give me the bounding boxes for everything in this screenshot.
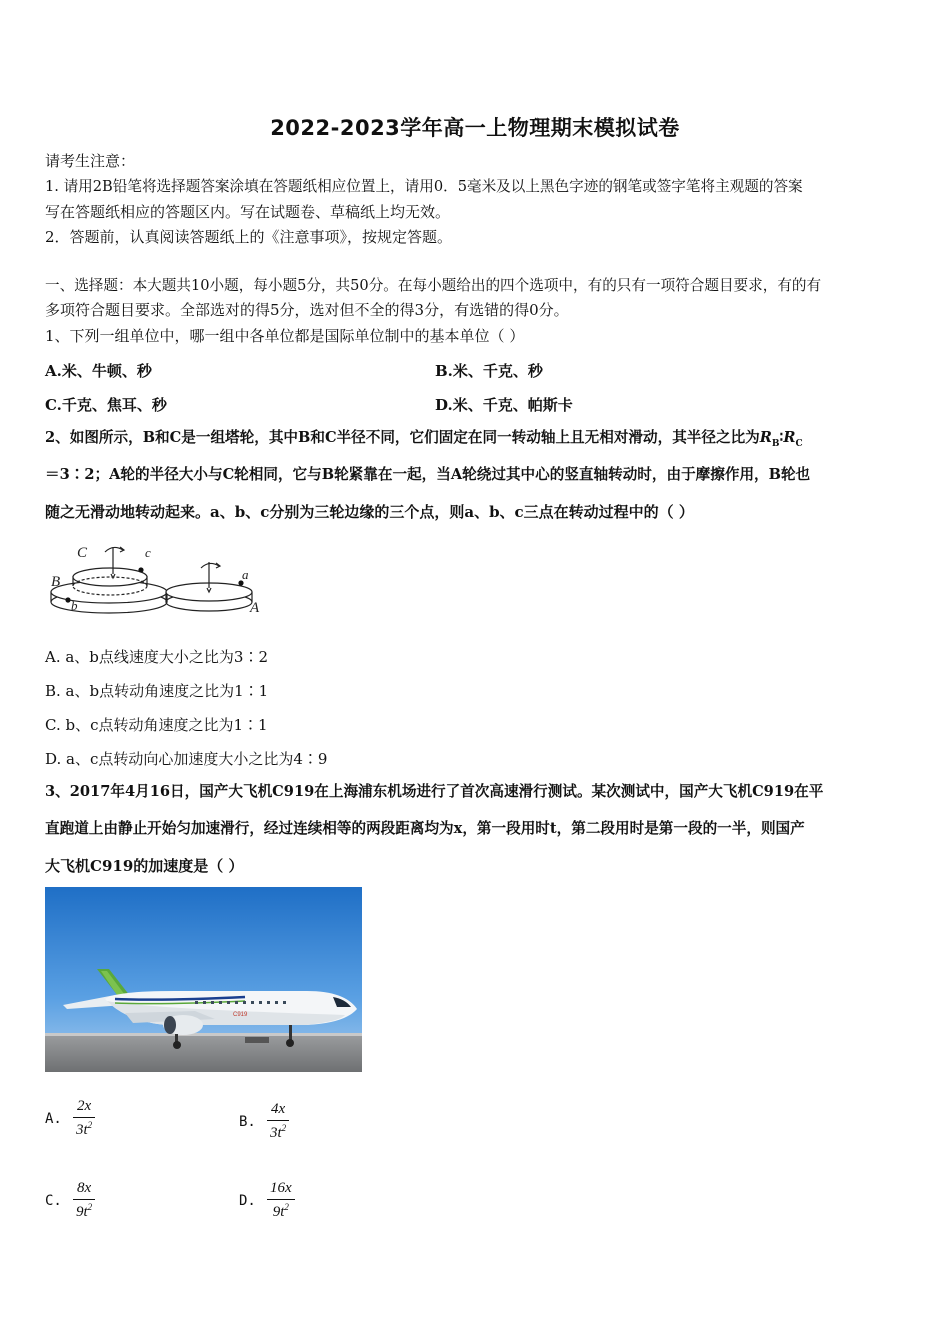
section-instruction-line-1: 一、选择题：本大题共10小题，每小题5分，共50分。在每小题给出的四个选项中，有的只有一项符合题目要求，有的有 bbox=[45, 277, 822, 294]
q3-option-b-label: B. bbox=[239, 1113, 256, 1130]
q3-option-c-denominator: $9t^2$ bbox=[75, 1202, 93, 1220]
q1-option-c[interactable]: C.千克、焦耳、秒 bbox=[45, 396, 167, 414]
label-C: C bbox=[77, 545, 88, 561]
notice-heading: 请考生注意： bbox=[45, 152, 136, 170]
ratio-rc-sub: C bbox=[795, 438, 803, 449]
q3-option-c-fraction bbox=[73, 1180, 95, 1221]
ratio-rb-sub: B bbox=[771, 438, 780, 449]
q3-stem-line-3: 大飞机C919的加速度是（ ） bbox=[45, 857, 244, 875]
q2-stem-text: 2、如图所示，B和C是一组塔轮，其中B和C半径不同，它们固定在同一转动轴上且无相对滑动，其半径之比为 bbox=[45, 429, 760, 446]
q3-option-d[interactable] bbox=[239, 1180, 295, 1221]
q3-option-a-numerator: 2x bbox=[73, 1098, 95, 1118]
notice-item-1-line-1: 1. 请用2B铅笔将选择题答案涂填在答题纸相应位置上，请用0．5毫米及以上黑色字迹的钢笔或签字笔将主观题的答案 bbox=[45, 178, 803, 195]
label-b-small: b bbox=[71, 598, 78, 613]
q3-option-c[interactable] bbox=[45, 1180, 95, 1221]
tower-wheel-figure bbox=[45, 540, 265, 620]
q3-option-d-fraction bbox=[267, 1180, 295, 1221]
q2-stem-line-3: 随之无滑动地转动起来。a、b、c分别为三轮边缘的三个点，则a、b、c三点在转动过程中的（ ） bbox=[45, 503, 694, 521]
q3-option-a-label: A. bbox=[45, 1110, 62, 1127]
q2-option-d[interactable]: D. a、c点转动向心加速度大小之比为4∶9 bbox=[45, 750, 328, 768]
q3-stem-line-1: 3、2017年4月16日，国产大飞机C919在上海浦东机场进行了首次高速滑行测试。某次测试中，国产大飞机C919在平 bbox=[45, 783, 824, 800]
q3-option-a-fraction bbox=[73, 1098, 95, 1139]
q2-option-c[interactable]: C. b、c点转动角速度之比为1∶1 bbox=[45, 716, 268, 734]
q2-option-b[interactable]: B. a、b点转动角速度之比为1∶1 bbox=[45, 682, 269, 700]
q3-stem-line-2: 直跑道上由静止开始匀加速滑行，经过连续相等的两段距离均为x，第一段用时t，第二段用时是第一段的一半，则国产 bbox=[45, 820, 805, 837]
q2-option-a[interactable]: A. a、b点线速度大小之比为3∶2 bbox=[45, 648, 269, 666]
q3-option-d-denominator: $9t^2$ bbox=[272, 1202, 289, 1220]
ratio-rb: R bbox=[759, 429, 772, 446]
q3-option-c-label: C. bbox=[45, 1192, 62, 1209]
q3-option-b-denominator: $3t^2$ bbox=[269, 1123, 287, 1141]
ratio-sep: ∶ bbox=[779, 429, 784, 446]
q1-option-b[interactable]: B.米、千克、秒 bbox=[435, 362, 543, 380]
q3-option-d-label: D. bbox=[239, 1192, 256, 1209]
q1-option-a[interactable]: A.米、牛顿、秒 bbox=[45, 362, 152, 380]
q3-option-b-numerator: 4x bbox=[267, 1101, 289, 1121]
q3-option-a[interactable] bbox=[45, 1098, 95, 1139]
q3-option-b-fraction bbox=[267, 1101, 289, 1142]
section-instruction-line-2: 多项符合题目要求。全部选对的得5分，选对但不全的得3分，有选错的得0分。 bbox=[45, 301, 569, 319]
notice-item-2: 2．答题前，认真阅读答题纸上的《注意事项》，按规定答题。 bbox=[45, 228, 453, 246]
page-title: 2022-2023学年高一上物理期末模拟试卷 bbox=[270, 116, 680, 140]
q3-option-a-denominator: $3t^2$ bbox=[75, 1120, 93, 1138]
q3-option-c-numerator: 8x bbox=[73, 1180, 95, 1200]
label-c-small: c bbox=[145, 545, 151, 560]
plane-livery-text: C919 bbox=[233, 1012, 248, 1018]
q1-stem: 1、下列一组单位中，哪一组中各单位都是国际单位制中的基本单位（ ） bbox=[45, 327, 525, 345]
q1-option-d[interactable]: D.米、千克、帕斯卡 bbox=[435, 396, 573, 414]
label-a-small: a bbox=[242, 567, 249, 582]
c919-airplane-photo bbox=[45, 887, 362, 1072]
q2-stem-line-2: ＝3∶2；A轮的半径大小与C轮相同，它与B轮紧靠在一起，当A轮绕过其中心的竖直轴转动时，由于摩擦作用，B轮也 bbox=[45, 466, 811, 483]
label-B: B bbox=[51, 574, 61, 590]
q3-option-b[interactable] bbox=[239, 1101, 289, 1142]
q3-option-d-numerator: 16x bbox=[267, 1180, 295, 1200]
ratio-rc: R bbox=[783, 429, 796, 446]
notice-item-1-line-2: 写在答题纸相应的答题区内。写在试题卷、草稿纸上均无效。 bbox=[45, 203, 451, 221]
q2-stem-line-1 bbox=[45, 428, 803, 454]
label-A: A bbox=[250, 600, 260, 616]
